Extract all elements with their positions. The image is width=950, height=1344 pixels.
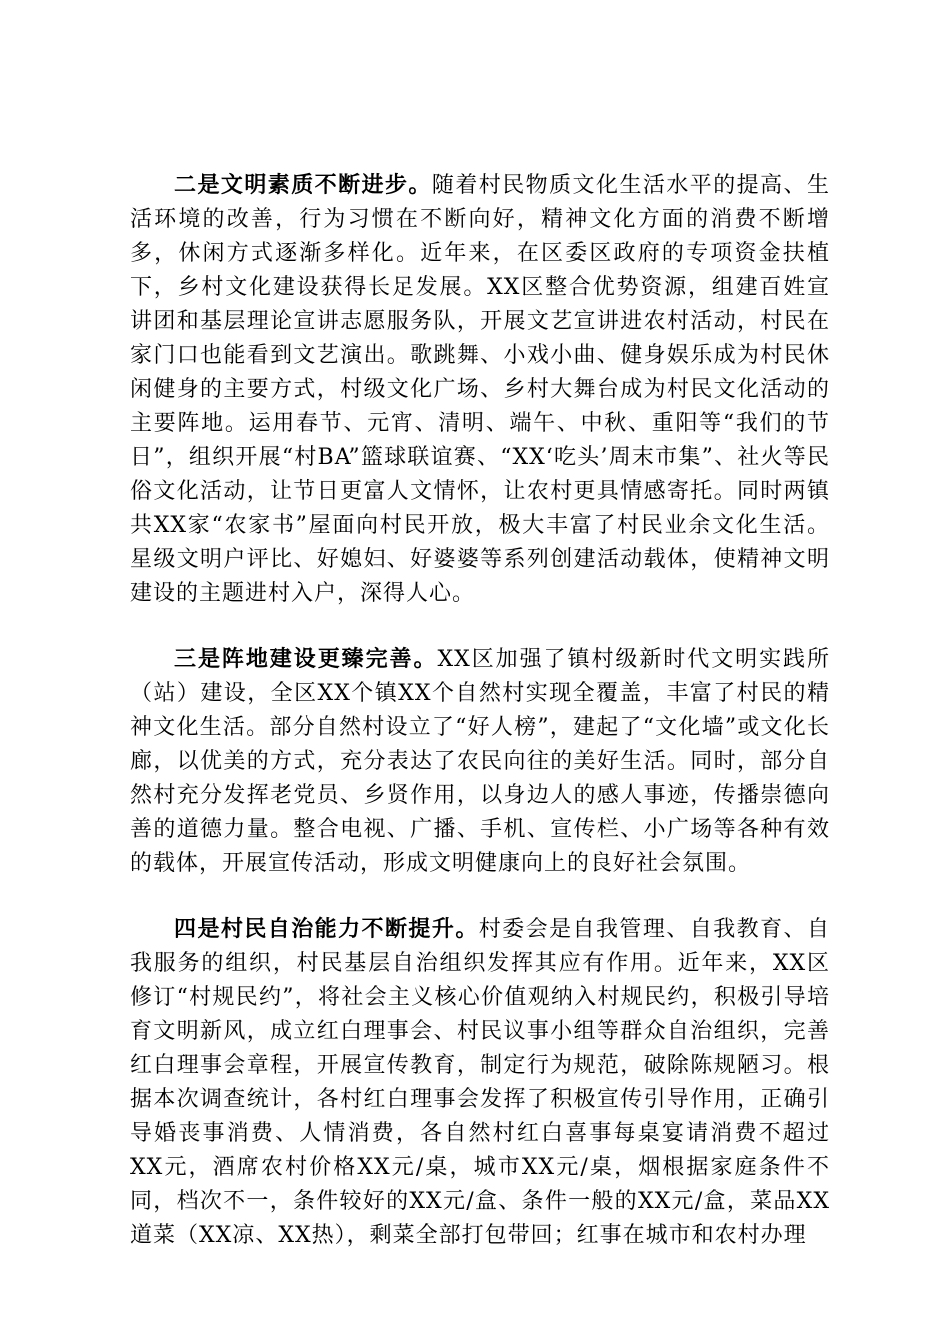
paragraph-body: XX区加强了镇村级新时代文明实践所（站）建设，全区XX个镇XX个自然村实现全覆盖，丰富了村民的精神文化生活。部分自然村设立了“好人榜”，建起了“文化墙”或文化长廊，以优美的方式，充分表达了农民向往的美好生活。同时，部分自然村充分发挥老党员、乡贤作用，以身边人的感人事迹，传播崇德向善的道德力量。整合电视、广播、手机、宣传栏、小广场等各种有效的载体，开展宣传活动，形成文明健康向上的良好社会氛围。 [130,647,830,876]
paragraph-civilization-quality [130,169,830,611]
paragraph-body: 村委会是自我管理、自我教育、自我服务的组织，村民基层自治组织发挥其应有作用。近年来，XX区修订“村规民约”，将社会主义核心价值观纳入村规民约，积极引导培育文明新风，成立红白理事会、村民议事小组等群众自治组织，完善红白理事会章程，开展宣传教育，制定行为规范，破除陈规陋习。根据本次调查统计，各村红白理事会发挥了积极宣传引导作用，正确引导婚丧事消费、人情消费，各自然村红白喜事每桌宴请消费不超过XX元，酒席农村价格XX元/桌，城市XX元/桌，烟根据家庭条件不同，档次不一，条件较好的XX元/盒、条件一般的XX元/盒，菜品XX道菜（XX凉、XX热），剩菜全部打包带回；红事在城市和农村办理 [130,917,830,1248]
paragraph-villager-autonomy [130,913,830,1253]
document-page [130,169,830,1285]
paragraph-body: 随着村民物质文化生活水平的提高、生活环境的改善，行为习惯在不断向好，精神文化方面的消费不断增多，休闲方式逐渐多样化。近年来，在区委区政府的专项资金扶植下，乡村文化建设获得长足发展。XX区整合优势资源，组建百姓宣讲团和基层理论宣讲志愿服务队，开展文艺宣讲进农村活动，村民在家门口也能看到文艺演出。歌跳舞、小戏小曲、健身娱乐成为村民休闲健身的主要方式，村级文化广场、乡村大舞台成为村民文化活动的主要阵地。运用春节、元宵、清明、端午、中秋、重阳等“我们的节日”，组织开展“村BA”篮球联谊赛、“XX‘吃头’周末市集”、社火等民俗文化活动，让节日更富人文情怀，让农村更具情感寄托。同时两镇共XX家“农家书”屋面向村民开放，极大丰富了村民业余文化生活。星级文明户评比、好媳妇、好婆婆等系列创建活动载体，使精神文明建设的主题进村入户，深得人心。 [130,173,830,606]
paragraph-lead: 二是文明素质不断进步。 [174,173,432,198]
paragraph-lead: 三是阵地建设更臻完善。 [174,647,438,672]
paragraph-position-construction [130,643,830,881]
paragraph-lead: 四是村民自治能力不断提升。 [174,917,479,942]
